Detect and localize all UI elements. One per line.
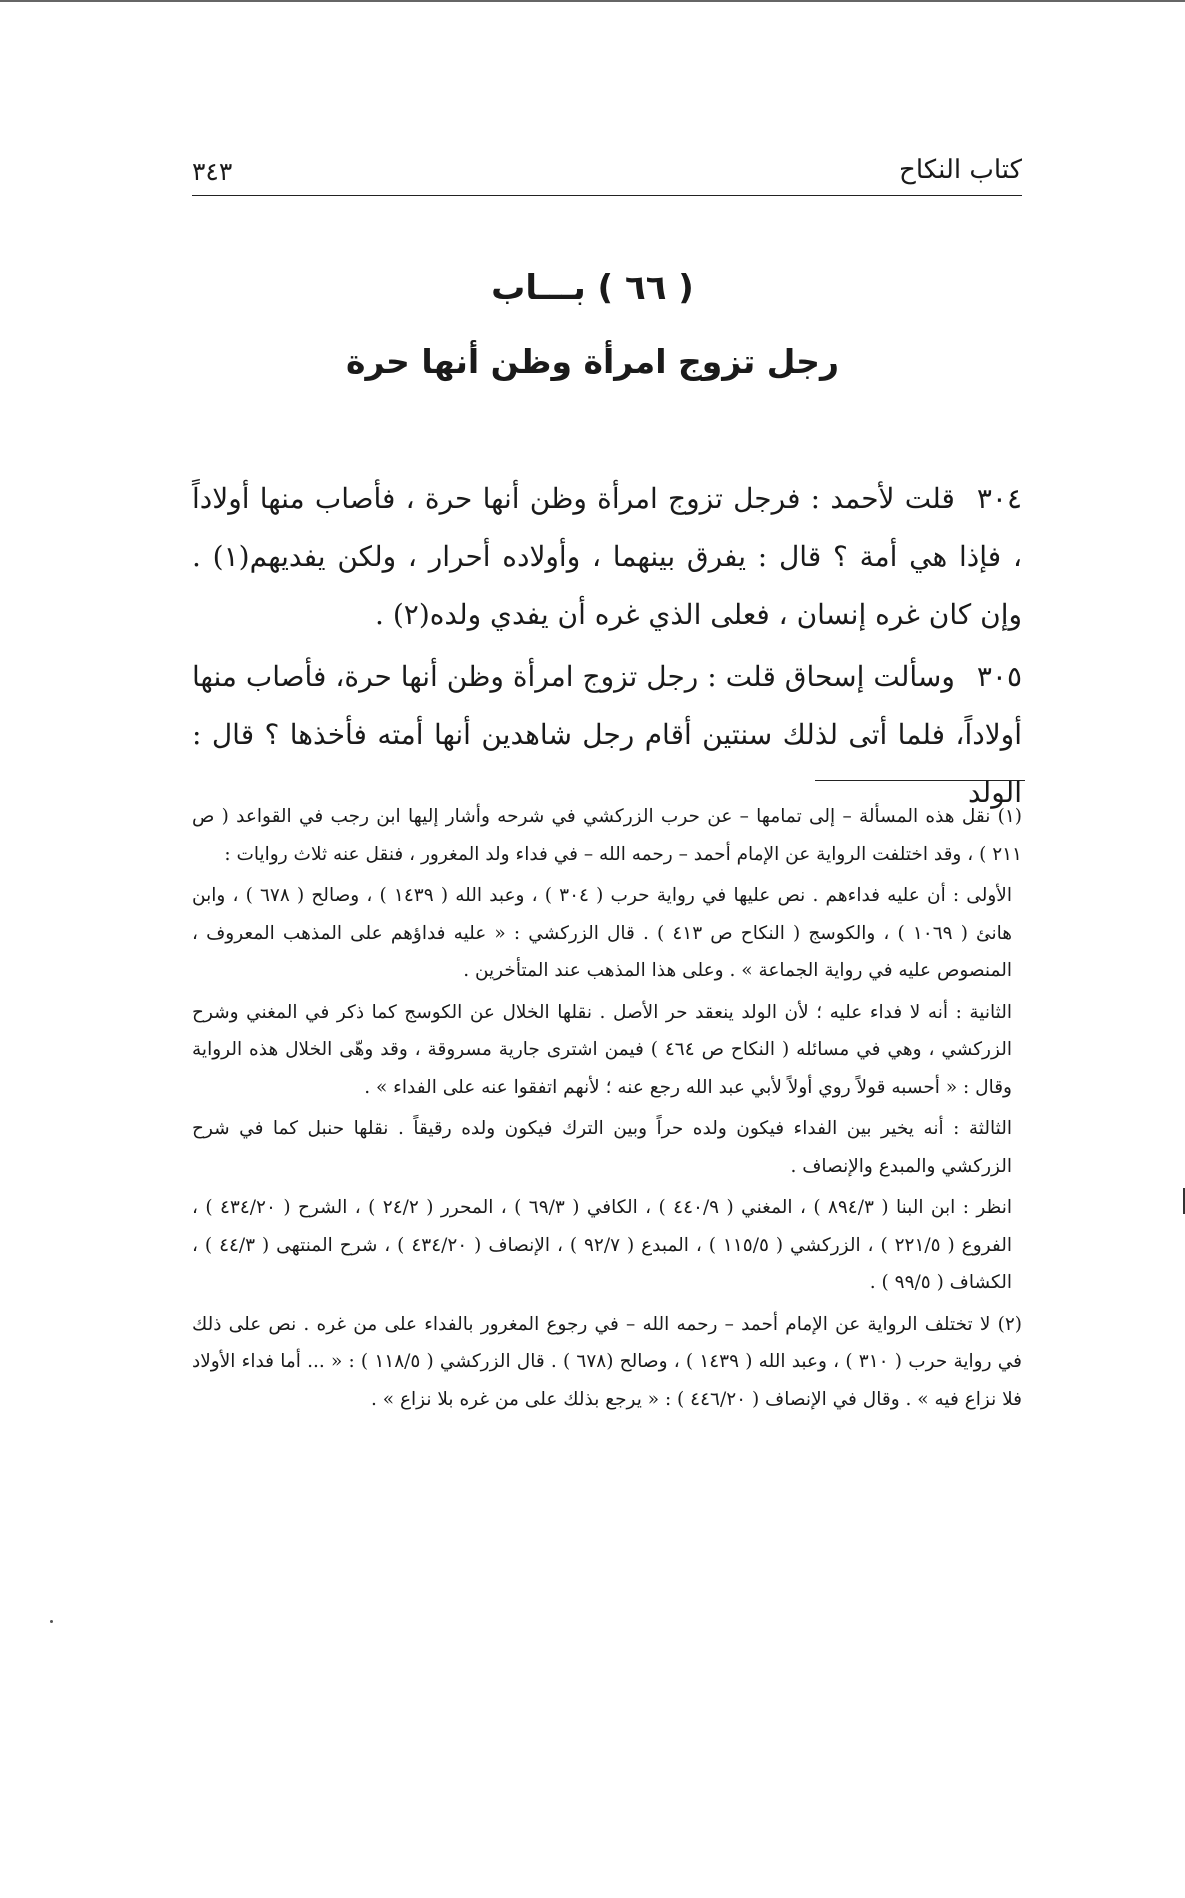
footnote: انظر : ابن البنا ( ٨٩٤/٣ ) ، المغني ( ٤٤٠/٩ ) ، الكافي ( ٦٩/٣ ) ، المحرر ( ٢٤/٢ ) ، الشرح ( ٤٣٤/٢٠ ) ، الفروع ( ٢٢١/٥ ) ، الزركشي ( ١١٥/٥ ) ، المبدع ( ٩٢/٧ ) ، الإنصاف ( ٤٣٤/٢٠ ) ، شرح المنتهى ( ٤٤/٣ ) ، الكشاف ( ٩٩/٥ ) . (192, 1197, 1012, 1293)
running-title: كتاب النكاح (899, 155, 1022, 185)
paragraph-number: ٣٠٤ (976, 482, 1022, 515)
paragraph-text: قلت لأحمد : فرجل تزوج امرأة وظن أنها حرة ، فأصاب منها أولاداً ، فإذا هي أمة ؟ قال : يفرق بينهما ، وأولاده أحرار ، ولكن يفديهم(١) . وإن كان غره إنسان ، فعلى الذي غره أن يفدي ولده(٢) . (192, 482, 1022, 631)
scan-top-edge (0, 0, 1185, 2)
paragraph-text: وسألت إسحاق قلت : رجل تزوج امرأة وظن أنها حرة، فأصاب منها أولاداً، فلما أتى لذلك سنتين أقام رجل شاهدين أنها أمته فأخذها ؟ قال : الولد (192, 660, 1022, 809)
paragraph (192, 648, 1022, 822)
page-number: ٣٤٣ (192, 157, 233, 186)
footnote-separator (815, 780, 1025, 781)
chapter-heading: ( ٦٦ ) بـــاب (491, 268, 694, 308)
footnotes (192, 798, 1022, 1422)
footnote: (٢) لا تختلف الرواية عن الإمام أحمد – رحمه الله – في رجوع المغرور بالفداء على من غره . نص على ذلك في رواية حرب ( ٣١٠ ) ، وعبد الله ( ١٤٣٩ ) ، وصالح (٦٧٨ ) . قال الزركشي ( ١١٨/٥ ) : « ... أما فداء الأولاد فلا نزاع فيه » . وقال في الإنصاف ( ٤٤٦/٢٠ ) : « يرجع بذلك على من غره بلا نزاع » . (192, 1313, 1023, 1410)
footnote: الأولى : أن عليه فداءهم . نص عليها في رواية حرب ( ٣٠٤ ) ، وعبد الله ( ١٤٣٩ ) ، وصالح ( ٦٧٨ ) ، وابن هانئ ( ١٠٦٩ ) ، والكوسج ( النكاح ص ٤١٣ ) . قال الزركشي : « عليه فداؤهم على المذهب المعروف ، المنصوص عليه في رواية الجماعة » . وعلى هذا المذهب عند المتأخرين . (192, 885, 1012, 981)
page-header (192, 155, 1022, 196)
scan-dot (50, 1620, 53, 1623)
paragraph (192, 470, 1022, 644)
chapter-title: رجل تزوج امرأة وظن أنها حرة (346, 342, 839, 381)
paragraph-number: ٣٠٥ (976, 660, 1022, 693)
footnote: الثالثة : أنه يخير بين الفداء فيكون ولده حراً وبين الترك فيكون ولده رقيقاً . نقلها حنبل كما في شرح الزركشي والمبدع والإنصاف . (192, 1118, 1012, 1177)
footnote: الثانية : أنه لا فداء عليه ؛ لأن الولد ينعقد حر الأصل . نقلها الخلال عن الكوسج كما ذكر في المغني وشرح الزركشي ، وهي في مسائله ( النكاح ص ٤٦٤ ) فيمن اشترى جارية مسروقة ، وقد وهّى الخلال هذه الرواية وقال : « أحسبه قولاً روي أولاً لأبي عبد الله رجع عنه ؛ لأنهم اتفقوا عنه على الفداء » . (192, 1001, 1012, 1098)
footnote: (١) نقل هذه المسألة – إلى تمامها – عن حرب الزركشي في شرحه وأشار إليها ابن رجب في القواعد ( ص ٢١١ ) ، وقد اختلفت الرواية عن الإمام أحمد – رحمه الله – في فداء ولد المغرور ، فنقل عنه ثلاث روايات : (192, 806, 1022, 865)
